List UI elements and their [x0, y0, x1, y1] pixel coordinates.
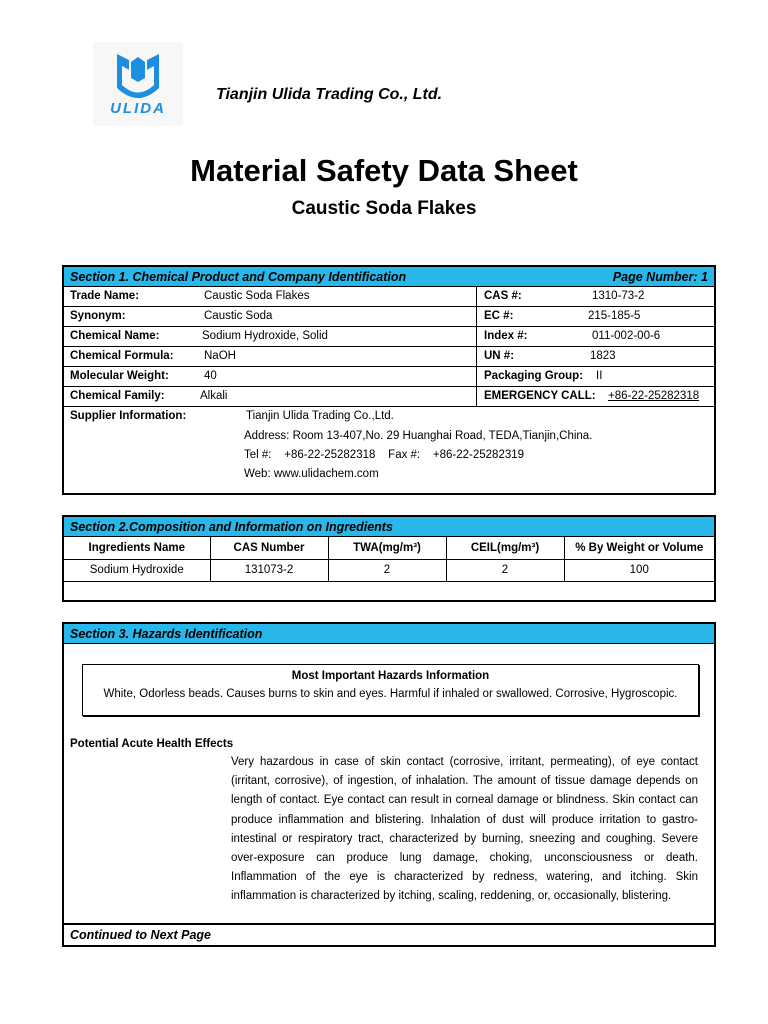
chemical-formula-value: NaOH — [204, 350, 236, 362]
column-header: % By Weight or Volume — [564, 537, 714, 559]
document-title: Material Safety Data Sheet — [190, 153, 578, 188]
empty-row — [64, 581, 714, 601]
section-1 — [62, 265, 716, 495]
un-value: 1823 — [590, 350, 616, 362]
table-row — [64, 559, 714, 581]
chemical-name-label: Chemical Name: — [70, 330, 160, 342]
chemical-formula-label: Chemical Formula: — [70, 350, 174, 362]
company-name: Tianjin Ulida Trading Co., Ltd. — [216, 86, 443, 103]
supplier-phones: Tel #: +86-22-25282318 Fax #: +86-22-25282319 — [244, 449, 525, 461]
chemical-family-row — [64, 387, 714, 407]
supplier-info — [64, 407, 714, 493]
acute-effects-text: Very hazardous in case of skin contact (corrosive, irritant, permeating), of eye contact (irritant, corrosive), of ingestion, of inhalation. The amount of tissue damage depends on length of contact. Eye contact can result in corneal damage or blindness. Skin contact can produce inflammation and blistering. Inhalation of dust will produce irritation to gastro-intestinal or respiratory tract, characterized by burning, sneezing and coughing. Severe over-exposure can produce lung damage, choking, unconsciousness or death. Inflammation of the eye is characterized by redness, watering, and itching. Skin inflammation is characterized by itching, scaling, reddening, or, occasionally, blistering. — [231, 756, 698, 903]
section-1-header — [64, 267, 714, 287]
table-cell: 100 — [564, 559, 714, 581]
synonym-label: Synonym: — [70, 310, 126, 322]
company-logo — [93, 42, 183, 126]
synonym-value: Caustic Soda — [204, 310, 273, 322]
trade-name-row — [64, 287, 714, 307]
ec-value: 215-185-5 — [588, 310, 641, 322]
supplier-label: Supplier Information: — [70, 410, 187, 422]
document-subtitle: Caustic Soda Flakes — [291, 198, 477, 219]
hazards-box — [82, 664, 699, 716]
trade-name-label: Trade Name: — [70, 290, 140, 302]
section-3 — [62, 622, 716, 947]
table-cell: 2 — [446, 559, 564, 581]
column-header: CEIL(mg/m³) — [446, 537, 564, 559]
continued-footer: Continued to Next Page — [64, 923, 714, 945]
section-1-title: Section 1. Chemical Product and Company Identification — [70, 269, 407, 284]
supplier-address: Address: Room 13-407,No. 29 Huanghai Road, TEDA,Tianjin,China. — [244, 430, 593, 442]
molecular-weight-value: 40 — [204, 370, 217, 382]
hazards-box-text: White, Odorless beads. Causes burns to skin and eyes. Harmful if inhaled or swallowed. Corrosive, Hygroscopic. — [103, 688, 678, 700]
table-cell: Sodium Hydroxide — [64, 559, 210, 581]
cas-value: 1310-73-2 — [592, 290, 645, 302]
section-2-title: Section 2.Composition and Information on Ingredients — [70, 519, 393, 534]
section-3-header — [64, 624, 714, 644]
chemical-name-row — [64, 327, 714, 347]
molecular-weight-label: Molecular Weight: — [70, 370, 169, 382]
acute-effects-label: Potential Acute Health Effects — [70, 738, 234, 750]
emergency-call-label: EMERGENCY CALL: — [484, 390, 596, 402]
section-3-title: Section 3. Hazards Identification — [70, 626, 263, 641]
table-cell: 131073-2 — [210, 559, 328, 581]
chemical-name-value: Sodium Hydroxide, Solid — [202, 330, 328, 342]
index-value: 011-002-00-6 — [592, 330, 661, 342]
hazards-box-title: Most Important Hazards Information — [291, 670, 490, 682]
synonym-row — [64, 307, 714, 327]
page-number: Page Number: 1 — [612, 269, 708, 284]
chemical-formula-row — [64, 347, 714, 367]
column-header: CAS Number — [210, 537, 328, 559]
table-header-row — [64, 537, 714, 559]
column-header: TWA(mg/m³) — [328, 537, 446, 559]
emergency-call-phone[interactable]: +86-22-25282318 — [608, 390, 700, 402]
section-2 — [62, 515, 716, 602]
un-label: UN #: — [484, 350, 515, 362]
column-header: Ingredients Name — [64, 537, 210, 559]
index-label: Index #: — [484, 330, 528, 342]
supplier-name: Tianjin Ulida Trading Co.,Ltd. — [246, 410, 394, 422]
section-2-header — [64, 517, 714, 537]
ingredients-table — [64, 537, 714, 601]
chemical-family-value: Alkali — [200, 390, 228, 402]
packaging-group-value: II — [596, 370, 603, 382]
trade-name-value: Caustic Soda Flakes — [204, 290, 310, 302]
chemical-family-label: Chemical Family: — [70, 390, 165, 402]
supplier-web[interactable]: Web: www.ulidachem.com — [244, 468, 379, 480]
table-cell: 2 — [328, 559, 446, 581]
logo-wordmark: ULIDA — [110, 100, 166, 117]
cas-label: CAS #: — [484, 290, 522, 302]
ec-label: EC #: — [484, 310, 514, 322]
packaging-group-label: Packaging Group: — [484, 370, 584, 382]
molecular-weight-row — [64, 367, 714, 387]
